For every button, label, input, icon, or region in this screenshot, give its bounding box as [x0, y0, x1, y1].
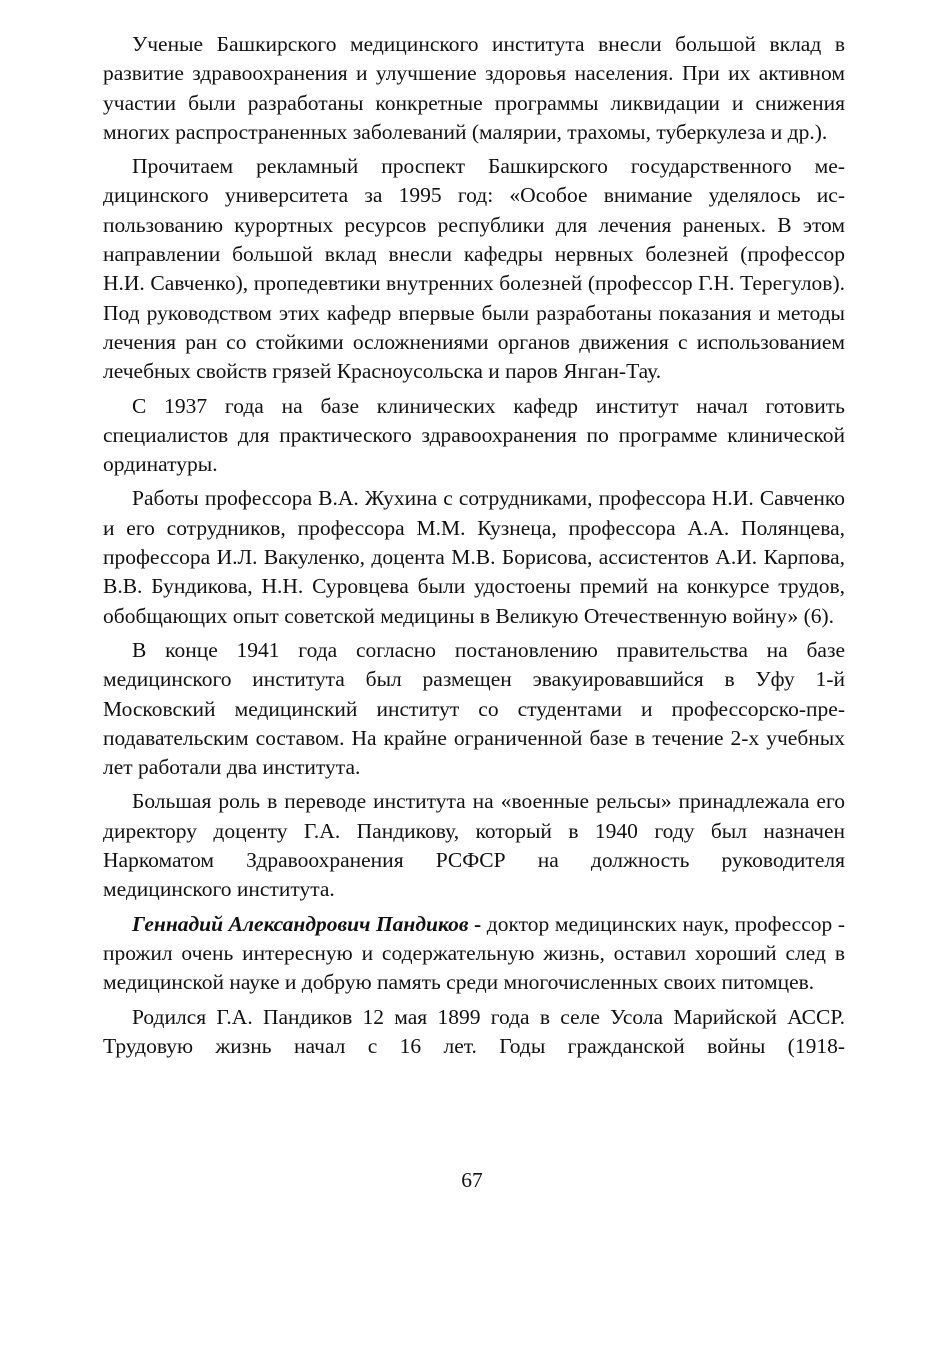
paragraph-clinical-residency: С 1937 года на базе клинических кафедр институт начал готовить специалистов для практического здравоохранения по программе клинической ординатуры.	[103, 393, 845, 477]
paragraph-pandikov-bio	[103, 910, 845, 998]
bio-text: доктор медицинских наук, профессор - прожил очень интересную и содержательную жизнь, оставил хороший след в медицинской науке и добрую память среди многочисленных своих питомцев.	[103, 911, 845, 995]
page-number: 67	[461, 1168, 483, 1192]
paragraph-scientists-contribution: Ученые Башкирского медицинского института внесли большой вклад в развитие здравоохранения и улучшение здоровья населения. При их активном участии были разработаны конкретные программы ликвидации и снижения многих распространенных заболеваний (малярии, трахомы, туберкулеза и др.).	[103, 32, 845, 144]
paragraph-director-role: Большая роль в переводе института на «военные рельсы» принадлежала его директору доценту Г.А. Пандикову, который в 1940 году был назначен Наркоматом Здравоохранения РСФСР на должность руководителя медицинского института.	[103, 789, 845, 902]
paragraph-pandikov-birth: Родился Г.А. Пандиков 12 мая 1899 года в селе Усола Марийской АССР. Трудовую жизнь начал с 16 лет. Годы гражданской войны (1918-	[103, 1004, 845, 1058]
person-name: Геннадий Александрович Пандиков	[132, 911, 469, 936]
name-dash: -	[468, 911, 482, 936]
page-text-body	[103, 30, 845, 1066]
paragraph-awarded-works: Работы профессора В.А. Жухина с сотрудниками, профессора Н.И. Савченко и его сотрудников, профессора М.М. Кузнеца, профессора А.А. Полянцева, профессора И.Л. Вакуленко, доцента М.В. Борисова, ассистентов А.И. Карпова, В.В. Бундикова, Н.Н. Суровцева были удостоены премий на конкурсе трудов, обобщающих опыт советской медицины в Великую Отечественную войну» (6).	[103, 486, 845, 628]
paragraph-evacuated-institute: В конце 1941 года согласно постановлению правительства на базе медицинского института был размещен эвакуировавшийся в Уфу 1-й Московский медицинский институт со студентами и профессорско-преподавательским составом. На крайне ограниченной базе в течение 2-х учебных лет работали два института.	[103, 637, 845, 780]
paragraph-university-prospectus: Прочитаем рекламный проспект Башкирского государственного медицинского университета за 1995 год: «Особое внимание уделялось использованию курортных ресурсов республики для лечения раненых. В этом направлении большой вклад внесли кафедры нервных болезней (профессор Н.И. Савченко), пропедевтики внутренних болезней (профессор Г.Н. Терегулов). Под руководством этих кафедр впервые были разработаны показания и методы лечения ран со стойкими осложнениями органов движения с использованием лечебных свойств грязей Красноусольска и паров Янган-Тау.	[103, 154, 845, 384]
